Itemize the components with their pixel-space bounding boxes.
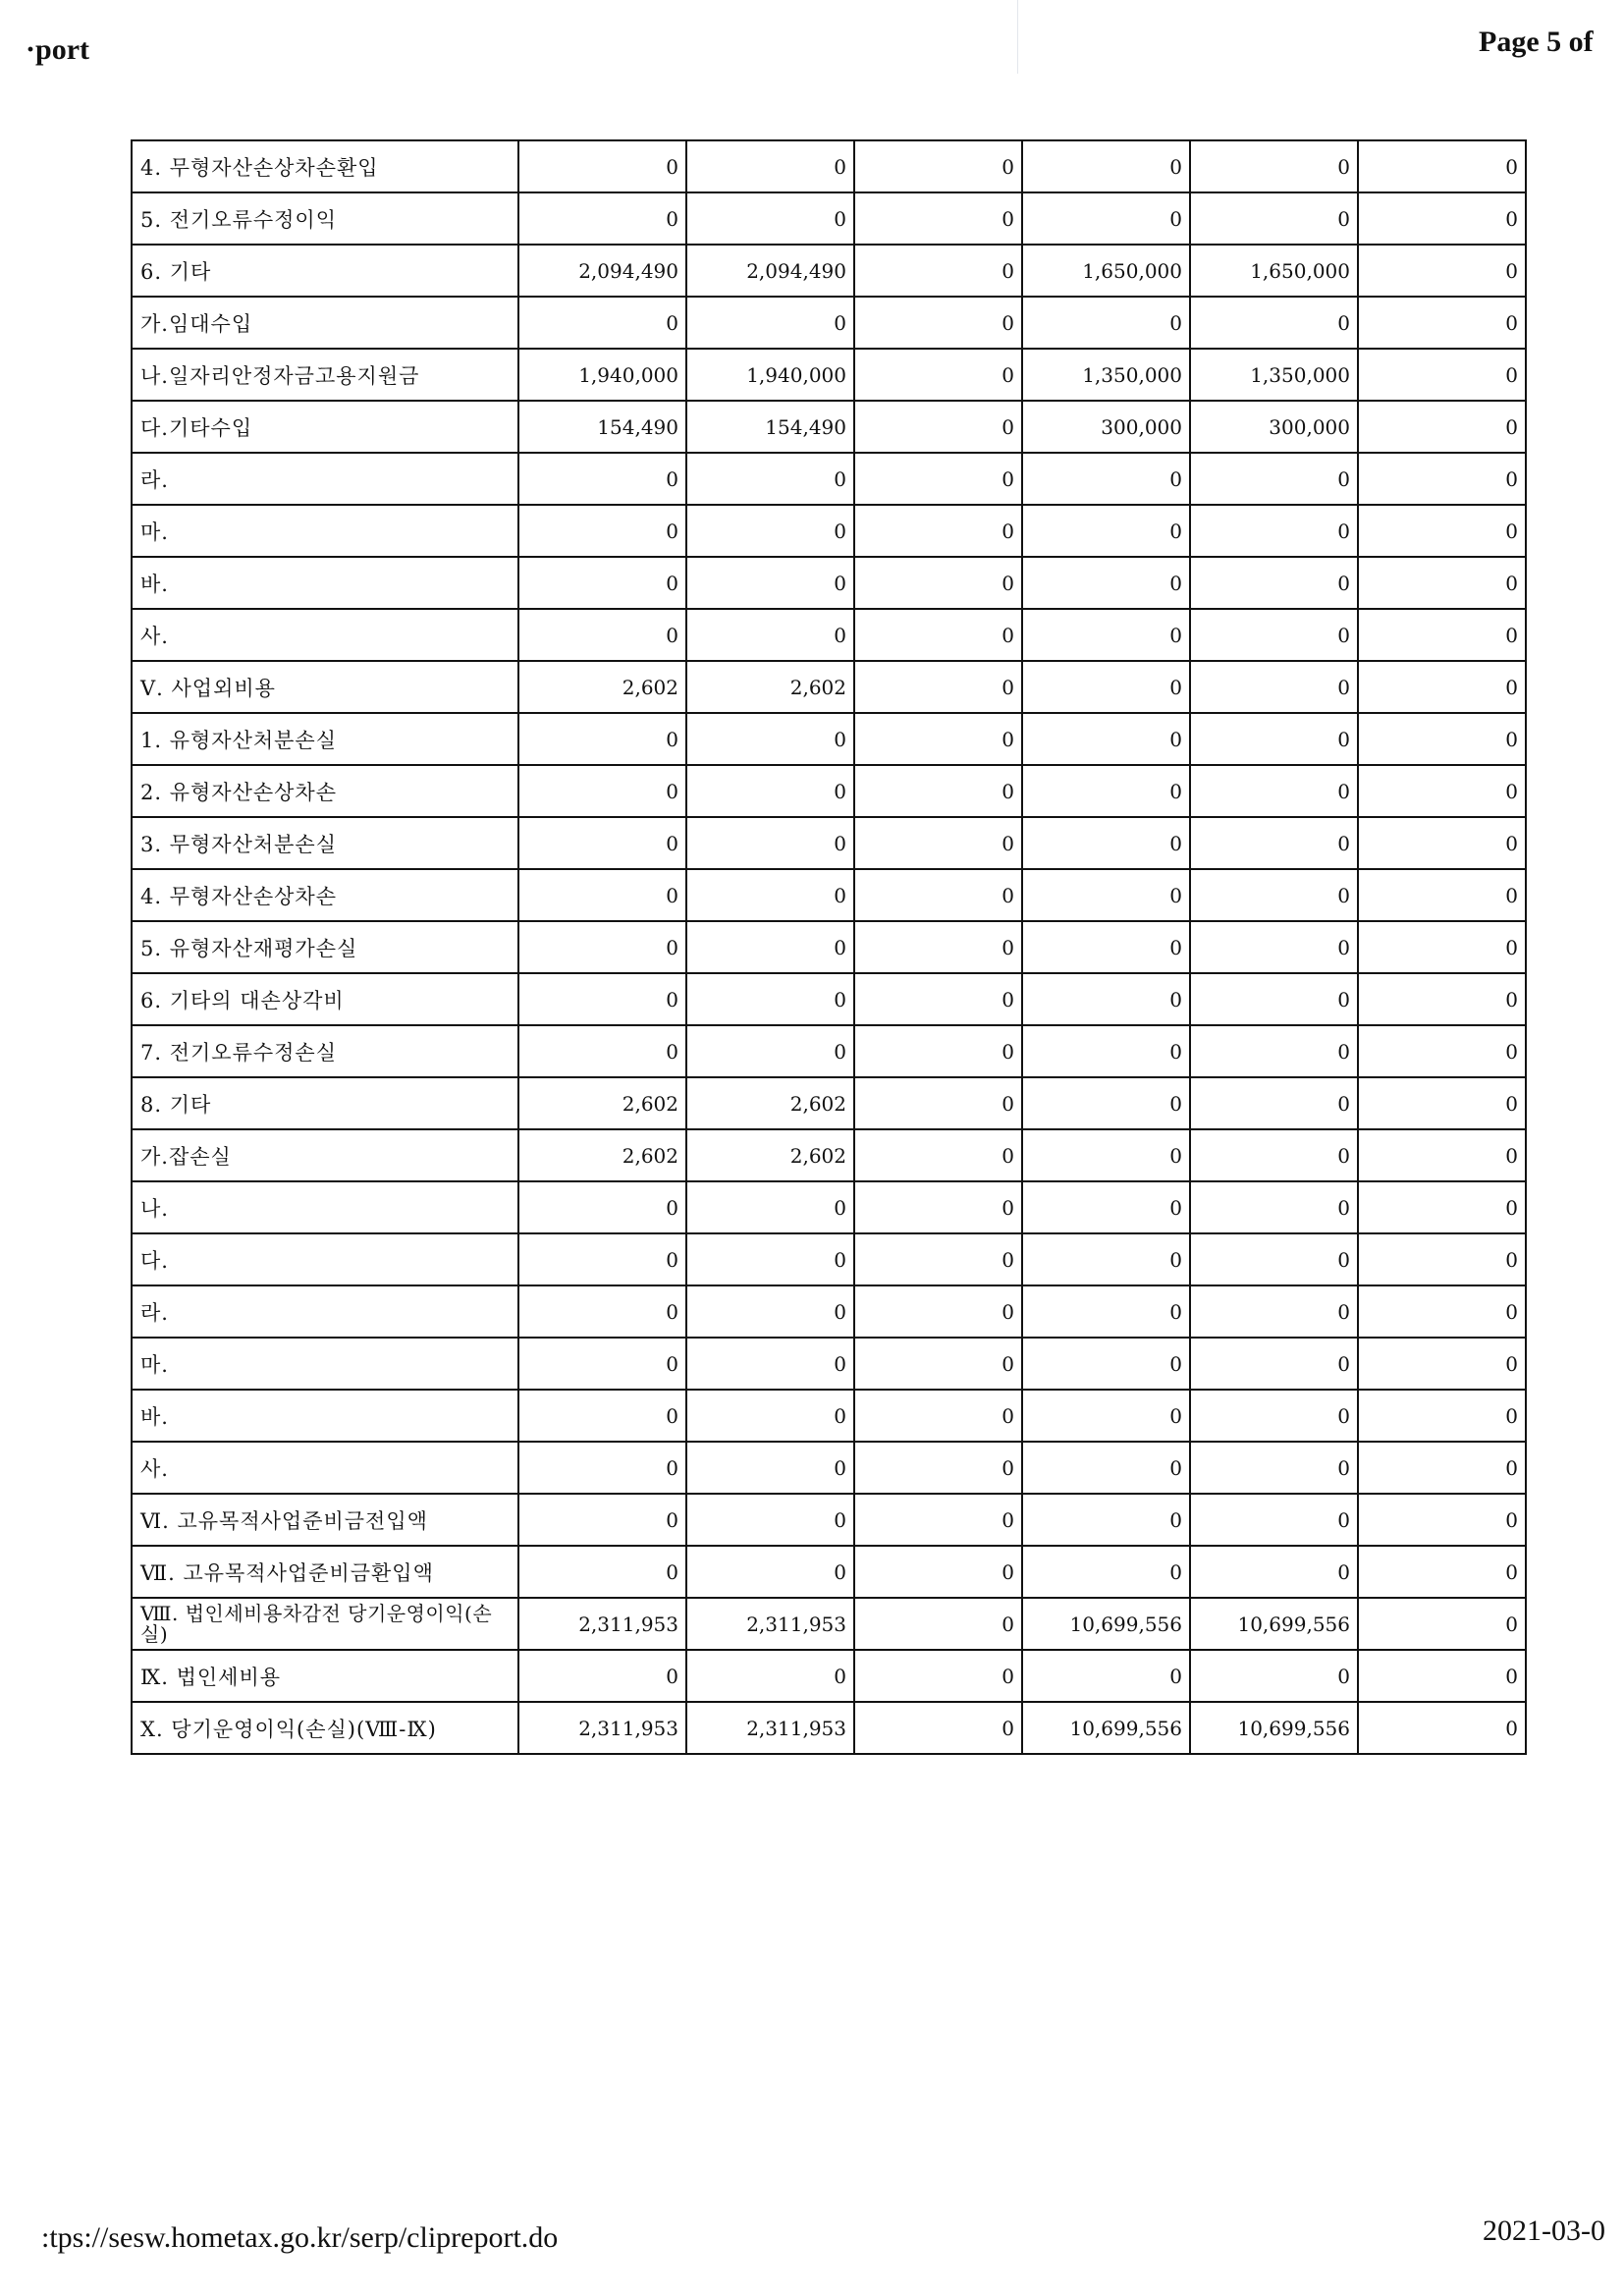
value-cell: 2,602 bbox=[686, 661, 854, 713]
value-cell: 0 bbox=[1190, 1129, 1358, 1181]
value-cell: 0 bbox=[1358, 609, 1526, 661]
value-cell: 0 bbox=[854, 765, 1022, 817]
value-cell: 0 bbox=[854, 1129, 1022, 1181]
value-cell: 0 bbox=[854, 1285, 1022, 1338]
value-cell: 0 bbox=[1358, 973, 1526, 1025]
value-cell: 0 bbox=[1190, 1338, 1358, 1390]
value-cell: 0 bbox=[1190, 1233, 1358, 1285]
value-cell: 0 bbox=[1022, 1233, 1190, 1285]
value-cell: 0 bbox=[1358, 869, 1526, 921]
row-label: 4. 무형자산손상차손 bbox=[132, 869, 518, 921]
value-cell: 300,000 bbox=[1190, 401, 1358, 453]
row-label: Ⅸ. 법인세비용 bbox=[132, 1650, 518, 1702]
value-cell: 0 bbox=[854, 1233, 1022, 1285]
value-cell: 0 bbox=[1022, 1077, 1190, 1129]
value-cell: 0 bbox=[686, 557, 854, 609]
value-cell: 0 bbox=[1358, 817, 1526, 869]
value-cell: 0 bbox=[518, 817, 686, 869]
row-label: 나.일자리안정자금고용지원금 bbox=[132, 349, 518, 401]
value-cell: 0 bbox=[854, 1025, 1022, 1077]
value-cell: 0 bbox=[854, 973, 1022, 1025]
value-cell: 2,602 bbox=[686, 1129, 854, 1181]
value-cell: 0 bbox=[1358, 765, 1526, 817]
value-cell: 0 bbox=[1190, 297, 1358, 349]
value-cell: 0 bbox=[1358, 557, 1526, 609]
value-cell: 0 bbox=[1190, 1285, 1358, 1338]
value-cell: 0 bbox=[686, 1233, 854, 1285]
value-cell: 300,000 bbox=[1022, 401, 1190, 453]
value-cell: 0 bbox=[686, 192, 854, 245]
row-label: 4. 무형자산손상차손환입 bbox=[132, 140, 518, 192]
value-cell: 0 bbox=[686, 1650, 854, 1702]
value-cell: 0 bbox=[518, 505, 686, 557]
value-cell: 1,650,000 bbox=[1022, 245, 1190, 297]
value-cell: 0 bbox=[1358, 921, 1526, 973]
value-cell: 0 bbox=[1190, 869, 1358, 921]
value-cell: 0 bbox=[1358, 1233, 1526, 1285]
value-cell: 0 bbox=[854, 297, 1022, 349]
row-label: 사. bbox=[132, 1442, 518, 1494]
value-cell: 0 bbox=[854, 869, 1022, 921]
table-row bbox=[132, 1494, 1526, 1546]
value-cell: 0 bbox=[854, 1338, 1022, 1390]
value-cell: 0 bbox=[1190, 1494, 1358, 1546]
value-cell: 0 bbox=[1022, 505, 1190, 557]
value-cell: 0 bbox=[1358, 661, 1526, 713]
value-cell: 0 bbox=[1358, 349, 1526, 401]
value-cell: 0 bbox=[686, 505, 854, 557]
value-cell: 0 bbox=[518, 192, 686, 245]
value-cell: 0 bbox=[686, 453, 854, 505]
value-cell: 0 bbox=[1022, 817, 1190, 869]
value-cell: 0 bbox=[1358, 1338, 1526, 1390]
value-cell: 0 bbox=[518, 713, 686, 765]
value-cell: 1,350,000 bbox=[1190, 349, 1358, 401]
table-row bbox=[132, 453, 1526, 505]
value-cell: 0 bbox=[1358, 1129, 1526, 1181]
value-cell: 0 bbox=[1190, 140, 1358, 192]
table-row bbox=[132, 140, 1526, 192]
value-cell: 2,602 bbox=[518, 1077, 686, 1129]
value-cell: 0 bbox=[1358, 297, 1526, 349]
value-cell: 0 bbox=[1022, 1129, 1190, 1181]
footer-url: :tps://sesw.hometax.go.kr/serp/clipreport.do bbox=[41, 2221, 559, 2254]
value-cell: 0 bbox=[1022, 869, 1190, 921]
row-label: 5. 전기오류수정이익 bbox=[132, 192, 518, 245]
value-cell: 0 bbox=[1358, 192, 1526, 245]
table-row bbox=[132, 349, 1526, 401]
row-label: 바. bbox=[132, 557, 518, 609]
table-row bbox=[132, 1025, 1526, 1077]
row-label: 마. bbox=[132, 1338, 518, 1390]
value-cell: 0 bbox=[1022, 1546, 1190, 1598]
table-row bbox=[132, 1129, 1526, 1181]
value-cell: 0 bbox=[854, 1077, 1022, 1129]
value-cell: 0 bbox=[518, 453, 686, 505]
value-cell: 2,311,953 bbox=[686, 1702, 854, 1754]
value-cell: 0 bbox=[1190, 609, 1358, 661]
value-cell: 0 bbox=[1022, 661, 1190, 713]
table-row bbox=[132, 609, 1526, 661]
value-cell: 0 bbox=[1022, 192, 1190, 245]
value-cell: 0 bbox=[1190, 1077, 1358, 1129]
value-cell: 0 bbox=[686, 1338, 854, 1390]
report-title-fragment: ·port bbox=[26, 33, 89, 66]
value-cell: 0 bbox=[518, 1650, 686, 1702]
value-cell: 0 bbox=[854, 1702, 1022, 1754]
value-cell: 0 bbox=[686, 1390, 854, 1442]
value-cell: 0 bbox=[854, 817, 1022, 869]
value-cell: 0 bbox=[518, 1494, 686, 1546]
row-label: 사. bbox=[132, 609, 518, 661]
value-cell: 0 bbox=[1022, 297, 1190, 349]
value-cell: 0 bbox=[854, 661, 1022, 713]
table-row bbox=[132, 1442, 1526, 1494]
value-cell: 0 bbox=[518, 1442, 686, 1494]
row-label: 7. 전기오류수정손실 bbox=[132, 1025, 518, 1077]
value-cell: 0 bbox=[1358, 1025, 1526, 1077]
value-cell: 154,490 bbox=[686, 401, 854, 453]
value-cell: 0 bbox=[686, 297, 854, 349]
value-cell: 0 bbox=[518, 765, 686, 817]
value-cell: 0 bbox=[686, 869, 854, 921]
value-cell: 0 bbox=[854, 1181, 1022, 1233]
table-row bbox=[132, 921, 1526, 973]
value-cell: 0 bbox=[1190, 192, 1358, 245]
value-cell: 0 bbox=[1358, 1546, 1526, 1598]
row-label: 가.임대수입 bbox=[132, 297, 518, 349]
row-label: Ⅹ. 당기운영이익(손실)(Ⅷ-Ⅸ) bbox=[132, 1702, 518, 1754]
value-cell: 0 bbox=[1358, 505, 1526, 557]
value-cell: 0 bbox=[854, 1390, 1022, 1442]
value-cell: 0 bbox=[518, 297, 686, 349]
value-cell: 0 bbox=[518, 557, 686, 609]
table-row bbox=[132, 661, 1526, 713]
value-cell: 0 bbox=[686, 817, 854, 869]
table-row bbox=[132, 1702, 1526, 1754]
row-label: 2. 유형자산손상차손 bbox=[132, 765, 518, 817]
value-cell: 0 bbox=[686, 1025, 854, 1077]
value-cell: 0 bbox=[1022, 140, 1190, 192]
value-cell: 2,094,490 bbox=[518, 245, 686, 297]
value-cell: 0 bbox=[1358, 1077, 1526, 1129]
value-cell: 0 bbox=[518, 973, 686, 1025]
value-cell: 0 bbox=[518, 609, 686, 661]
value-cell: 0 bbox=[518, 1233, 686, 1285]
value-cell: 0 bbox=[1022, 453, 1190, 505]
value-cell: 0 bbox=[686, 1285, 854, 1338]
value-cell: 1,940,000 bbox=[518, 349, 686, 401]
value-cell: 10,699,556 bbox=[1190, 1702, 1358, 1754]
value-cell: 0 bbox=[1022, 1494, 1190, 1546]
row-label: Ⅵ. 고유목적사업준비금전입액 bbox=[132, 1494, 518, 1546]
value-cell: 0 bbox=[854, 1442, 1022, 1494]
value-cell: 0 bbox=[1022, 921, 1190, 973]
table-row bbox=[132, 713, 1526, 765]
row-label: 6. 기타 bbox=[132, 245, 518, 297]
value-cell: 0 bbox=[686, 713, 854, 765]
value-cell: 0 bbox=[854, 1598, 1022, 1650]
value-cell: 1,350,000 bbox=[1022, 349, 1190, 401]
value-cell: 0 bbox=[1358, 1390, 1526, 1442]
value-cell: 0 bbox=[686, 1494, 854, 1546]
table-row bbox=[132, 1546, 1526, 1598]
value-cell: 0 bbox=[1022, 1181, 1190, 1233]
row-label: 가.잡손실 bbox=[132, 1129, 518, 1181]
value-cell: 0 bbox=[1022, 973, 1190, 1025]
table-row bbox=[132, 765, 1526, 817]
value-cell: 0 bbox=[518, 1285, 686, 1338]
value-cell: 0 bbox=[1190, 557, 1358, 609]
table-row bbox=[132, 401, 1526, 453]
value-cell: 0 bbox=[854, 245, 1022, 297]
value-cell: 2,602 bbox=[518, 1129, 686, 1181]
value-cell: 0 bbox=[1358, 245, 1526, 297]
table-row bbox=[132, 1285, 1526, 1338]
value-cell: 0 bbox=[1358, 453, 1526, 505]
table-row bbox=[132, 817, 1526, 869]
footer-date: 2021-03-0 bbox=[1483, 2214, 1605, 2247]
table-row bbox=[132, 1650, 1526, 1702]
value-cell: 0 bbox=[1190, 817, 1358, 869]
value-cell: 0 bbox=[1190, 1442, 1358, 1494]
value-cell: 0 bbox=[1022, 1390, 1190, 1442]
table-row bbox=[132, 1233, 1526, 1285]
value-cell: 0 bbox=[686, 140, 854, 192]
value-cell: 0 bbox=[854, 192, 1022, 245]
value-cell: 10,699,556 bbox=[1022, 1598, 1190, 1650]
row-label: 다. bbox=[132, 1233, 518, 1285]
value-cell: 0 bbox=[518, 140, 686, 192]
row-label: 다.기타수입 bbox=[132, 401, 518, 453]
value-cell: 0 bbox=[1022, 765, 1190, 817]
value-cell: 0 bbox=[854, 140, 1022, 192]
row-label: 6. 기타의 대손상각비 bbox=[132, 973, 518, 1025]
row-label: 마. bbox=[132, 505, 518, 557]
value-cell: 0 bbox=[1022, 1338, 1190, 1390]
table-row bbox=[132, 1598, 1526, 1650]
value-cell: 0 bbox=[518, 921, 686, 973]
value-cell: 0 bbox=[686, 921, 854, 973]
value-cell: 0 bbox=[686, 1442, 854, 1494]
value-cell: 0 bbox=[518, 1338, 686, 1390]
value-cell: 0 bbox=[854, 505, 1022, 557]
value-cell: 2,311,953 bbox=[518, 1598, 686, 1650]
value-cell: 0 bbox=[1190, 661, 1358, 713]
row-label: 나. bbox=[132, 1181, 518, 1233]
row-label: 바. bbox=[132, 1390, 518, 1442]
row-label: 8. 기타 bbox=[132, 1077, 518, 1129]
value-cell: 0 bbox=[1190, 973, 1358, 1025]
value-cell: 0 bbox=[1358, 401, 1526, 453]
value-cell: 0 bbox=[854, 921, 1022, 973]
value-cell: 0 bbox=[1190, 921, 1358, 973]
value-cell: 0 bbox=[1022, 713, 1190, 765]
row-label: Ⅷ. 법인세비용차감전 당기운영이익(손실) bbox=[132, 1598, 518, 1650]
table-row bbox=[132, 297, 1526, 349]
table-row bbox=[132, 973, 1526, 1025]
value-cell: 0 bbox=[686, 1546, 854, 1598]
value-cell: 0 bbox=[686, 1181, 854, 1233]
value-cell: 0 bbox=[518, 1390, 686, 1442]
table-row bbox=[132, 1181, 1526, 1233]
value-cell: 0 bbox=[854, 453, 1022, 505]
financial-statement-table bbox=[131, 139, 1527, 1755]
page-edge-divider bbox=[1017, 0, 1018, 74]
row-label: Ⅴ. 사업외비용 bbox=[132, 661, 518, 713]
value-cell: 0 bbox=[1190, 505, 1358, 557]
value-cell: 2,094,490 bbox=[686, 245, 854, 297]
table-row bbox=[132, 869, 1526, 921]
page-number: Page 5 of bbox=[1479, 26, 1594, 58]
value-cell: 0 bbox=[854, 401, 1022, 453]
table-row bbox=[132, 245, 1526, 297]
value-cell: 2,602 bbox=[686, 1077, 854, 1129]
value-cell: 0 bbox=[854, 609, 1022, 661]
value-cell: 0 bbox=[1190, 1181, 1358, 1233]
value-cell: 0 bbox=[854, 1494, 1022, 1546]
row-label: 라. bbox=[132, 453, 518, 505]
value-cell: 0 bbox=[518, 869, 686, 921]
value-cell: 0 bbox=[1190, 453, 1358, 505]
value-cell: 10,699,556 bbox=[1022, 1702, 1190, 1754]
value-cell: 0 bbox=[518, 1025, 686, 1077]
value-cell: 0 bbox=[1190, 1390, 1358, 1442]
row-label: 5. 유형자산재평가손실 bbox=[132, 921, 518, 973]
value-cell: 0 bbox=[1358, 1598, 1526, 1650]
value-cell: 0 bbox=[1358, 713, 1526, 765]
row-label: Ⅶ. 고유목적사업준비금환입액 bbox=[132, 1546, 518, 1598]
value-cell: 10,699,556 bbox=[1190, 1598, 1358, 1650]
value-cell: 0 bbox=[686, 609, 854, 661]
value-cell: 0 bbox=[1022, 1650, 1190, 1702]
table-row bbox=[132, 557, 1526, 609]
value-cell: 0 bbox=[854, 557, 1022, 609]
value-cell: 0 bbox=[854, 349, 1022, 401]
value-cell: 0 bbox=[518, 1181, 686, 1233]
value-cell: 2,311,953 bbox=[518, 1702, 686, 1754]
value-cell: 0 bbox=[1358, 1181, 1526, 1233]
table-row bbox=[132, 192, 1526, 245]
value-cell: 0 bbox=[1358, 1285, 1526, 1338]
value-cell: 0 bbox=[686, 765, 854, 817]
row-label: 라. bbox=[132, 1285, 518, 1338]
value-cell: 0 bbox=[1190, 1546, 1358, 1598]
value-cell: 0 bbox=[1190, 765, 1358, 817]
value-cell: 0 bbox=[1358, 1442, 1526, 1494]
value-cell: 0 bbox=[1190, 713, 1358, 765]
table-row bbox=[132, 1338, 1526, 1390]
value-cell: 0 bbox=[854, 1650, 1022, 1702]
table-body bbox=[132, 140, 1526, 1754]
value-cell: 0 bbox=[854, 713, 1022, 765]
row-label: 3. 무형자산처분손실 bbox=[132, 817, 518, 869]
value-cell: 0 bbox=[1358, 1702, 1526, 1754]
table-row bbox=[132, 505, 1526, 557]
value-cell: 154,490 bbox=[518, 401, 686, 453]
value-cell: 0 bbox=[1190, 1650, 1358, 1702]
value-cell: 0 bbox=[518, 1546, 686, 1598]
table-row bbox=[132, 1390, 1526, 1442]
value-cell: 0 bbox=[1022, 1025, 1190, 1077]
value-cell: 0 bbox=[1022, 557, 1190, 609]
row-label: 1. 유형자산처분손실 bbox=[132, 713, 518, 765]
value-cell: 0 bbox=[1190, 1025, 1358, 1077]
value-cell: 1,650,000 bbox=[1190, 245, 1358, 297]
value-cell: 2,602 bbox=[518, 661, 686, 713]
value-cell: 0 bbox=[1022, 609, 1190, 661]
value-cell: 0 bbox=[686, 973, 854, 1025]
value-cell: 0 bbox=[1358, 140, 1526, 192]
value-cell: 0 bbox=[854, 1546, 1022, 1598]
value-cell: 0 bbox=[1358, 1494, 1526, 1546]
value-cell: 0 bbox=[1022, 1285, 1190, 1338]
table-row bbox=[132, 1077, 1526, 1129]
value-cell: 2,311,953 bbox=[686, 1598, 854, 1650]
value-cell: 0 bbox=[1022, 1442, 1190, 1494]
value-cell: 1,940,000 bbox=[686, 349, 854, 401]
value-cell: 0 bbox=[1358, 1650, 1526, 1702]
